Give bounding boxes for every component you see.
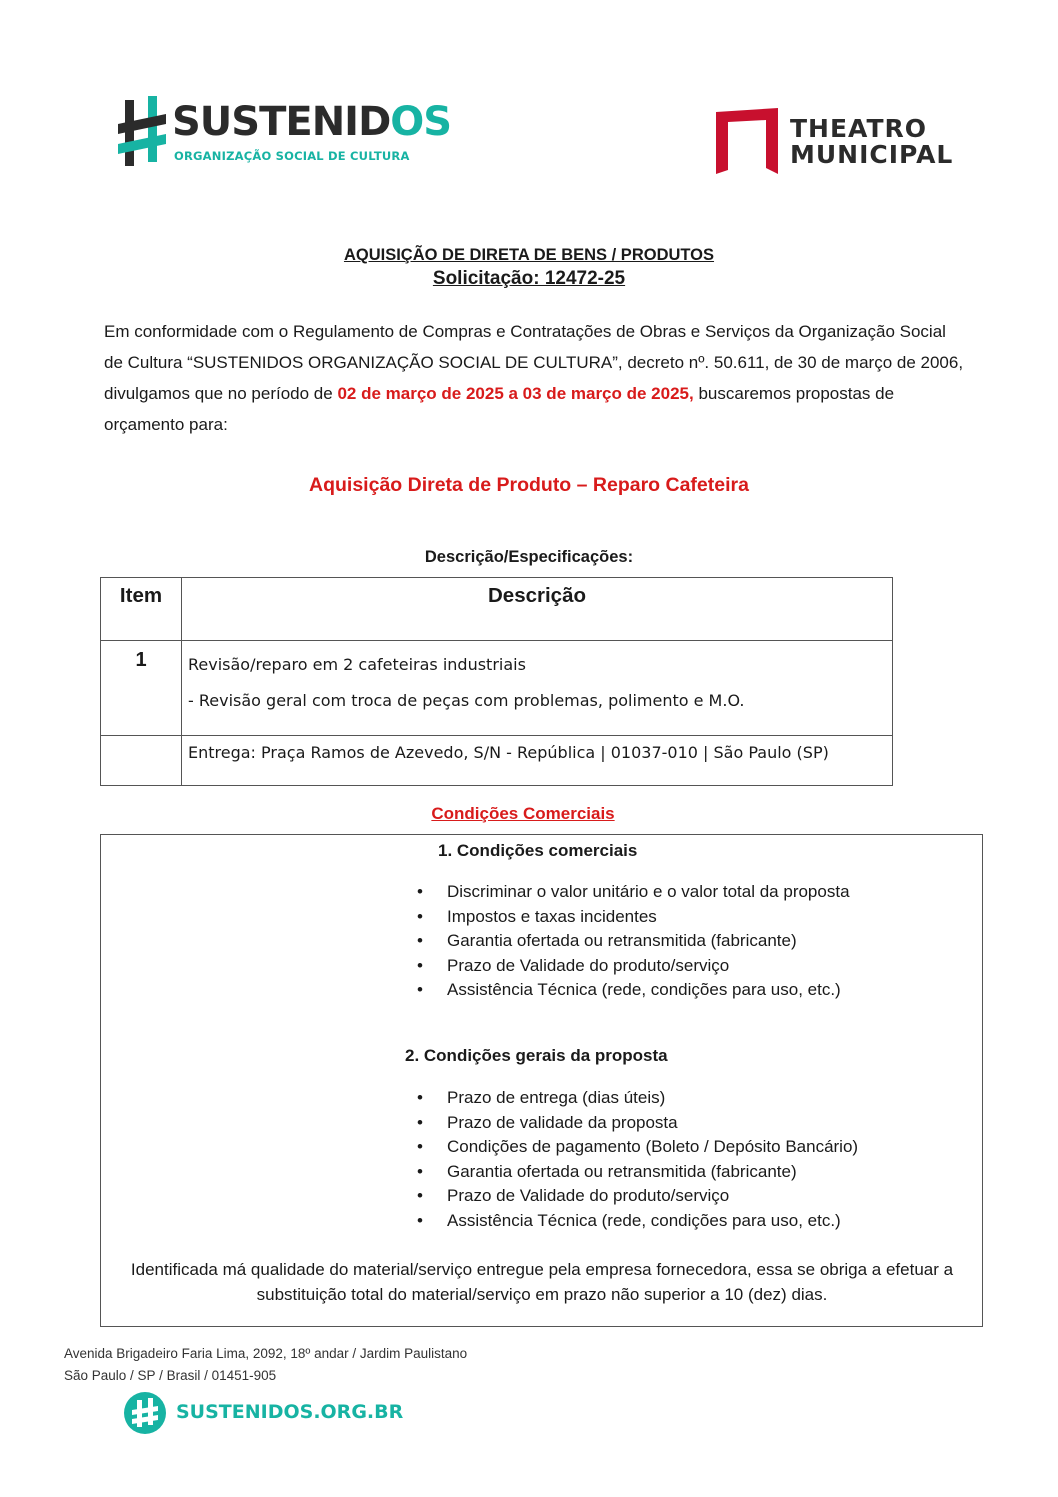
description-line: Revisão/reparo em 2 cafeteiras industriais bbox=[188, 655, 526, 674]
bullet-icon bbox=[414, 929, 447, 954]
bullet-icon bbox=[414, 1111, 447, 1136]
intro-text-start: Em conformidade com o Regulamento de Compras e Contratações de Obras e Serviços da Organização Social de Cultura “SUSTENIDOS ORGANIZAÇÃO SOCIAL DE CULTURA”, decreto nº. 50.611, de 30 de março de 2006, divulgamos que no período de bbox=[104, 322, 964, 403]
list-item: •Prazo de Validade do produto/serviço bbox=[414, 1184, 858, 1209]
theatro-line1: THEATRO bbox=[790, 114, 928, 143]
address-line: São Paulo / SP / Brasil / 01451-905 bbox=[64, 1368, 277, 1383]
hash-icon bbox=[118, 94, 168, 170]
section2-title: 2. Condições gerais da proposta bbox=[405, 1046, 668, 1065]
section1-title: 1. Condições comerciais bbox=[438, 841, 638, 860]
footer-url[interactable]: SUSTENIDOS.ORG.BR bbox=[176, 1401, 404, 1423]
item-description bbox=[182, 641, 893, 736]
header-description: Descrição bbox=[182, 578, 893, 641]
section1-list bbox=[414, 880, 850, 1003]
bullet-icon bbox=[414, 1135, 447, 1160]
bullet-icon bbox=[414, 954, 447, 979]
delivery-address: Entrega: Praça Ramos de Azevedo, S/N - República | 01037-010 | São Paulo (SP) bbox=[182, 736, 893, 786]
table-header-row bbox=[101, 578, 893, 641]
theatro-municipal-logo bbox=[716, 108, 956, 174]
closing-paragraph: Identificada má qualidade do material/serviço entregue pela empresa fornecedora, essa se obriga a efetuar a substituição total do material/serviço em prazo não superior a 10 (dez) dias. bbox=[130, 1260, 954, 1304]
bullet-icon bbox=[414, 880, 447, 905]
sustenidos-subtitle: ORGANIZAÇÃO SOCIAL DE CULTURA bbox=[174, 149, 410, 163]
list-item: •Discriminar o valor unitário e o valor total da proposta bbox=[414, 880, 850, 905]
bullet-icon bbox=[414, 1184, 447, 1209]
intro-paragraph bbox=[104, 316, 964, 440]
table-row bbox=[101, 641, 893, 736]
item-number: 1 bbox=[101, 641, 182, 736]
request-number: Solicitação: 12472-25 bbox=[432, 268, 626, 289]
bullet-icon bbox=[414, 1160, 447, 1185]
sustenidos-logo bbox=[118, 94, 452, 174]
table-row-delivery bbox=[101, 736, 893, 786]
bullet-icon bbox=[414, 1086, 447, 1111]
footer-address bbox=[64, 1343, 467, 1387]
bullet-icon bbox=[414, 978, 447, 1003]
sustenidos-wordmark: SUSTENIDOS bbox=[172, 99, 452, 145]
spec-title: Descrição/Especificações: bbox=[424, 548, 634, 566]
footer-logo[interactable] bbox=[124, 1392, 404, 1436]
empty-cell bbox=[101, 736, 182, 786]
list-item: •Prazo de Validade do produto/serviço bbox=[414, 954, 850, 979]
intro-period: 02 de março de 2025 a 03 de março de 2025, bbox=[337, 384, 694, 403]
list-item: •Impostos e taxas incidentes bbox=[414, 905, 850, 930]
list-item: •Prazo de validade da proposta bbox=[414, 1111, 858, 1136]
description-line: - Revisão geral com troca de peças com problemas, polimento e M.O. bbox=[188, 691, 745, 710]
section2-list bbox=[414, 1086, 858, 1234]
address-line: Avenida Brigadeiro Faria Lima, 2092, 18º andar / Jardim Paulistano bbox=[64, 1346, 468, 1361]
list-item: •Assistência Técnica (rede, condições para uso, etc.) bbox=[414, 1209, 858, 1234]
intro-text-end: buscaremos propostas de orçamento para: bbox=[104, 384, 895, 434]
list-item: •Condições de pagamento (Boleto / Depósito Bancário) bbox=[414, 1135, 858, 1160]
bullet-icon bbox=[414, 1209, 447, 1234]
theatro-line2: MUNICIPAL bbox=[790, 140, 954, 169]
product-title: Aquisição Direta de Produto – Reparo Cafeteira bbox=[309, 474, 749, 496]
header-item: Item bbox=[101, 578, 182, 641]
hash-circle-icon bbox=[124, 1392, 166, 1434]
list-item: •Assistência Técnica (rede, condições para uso, etc.) bbox=[414, 978, 850, 1003]
list-item: •Garantia ofertada ou retransmitida (fabricante) bbox=[414, 929, 850, 954]
document-title: AQUISIÇÃO DE DIRETA DE BENS / PRODUTOS bbox=[343, 246, 715, 264]
items-table bbox=[100, 577, 893, 786]
theatro-arch-icon bbox=[716, 108, 778, 174]
bullet-icon bbox=[414, 905, 447, 930]
list-item: •Prazo de entrega (dias úteis) bbox=[414, 1086, 858, 1111]
conditions-heading: Condições Comerciais bbox=[431, 804, 615, 823]
list-item: •Garantia ofertada ou retransmitida (fabricante) bbox=[414, 1160, 858, 1185]
